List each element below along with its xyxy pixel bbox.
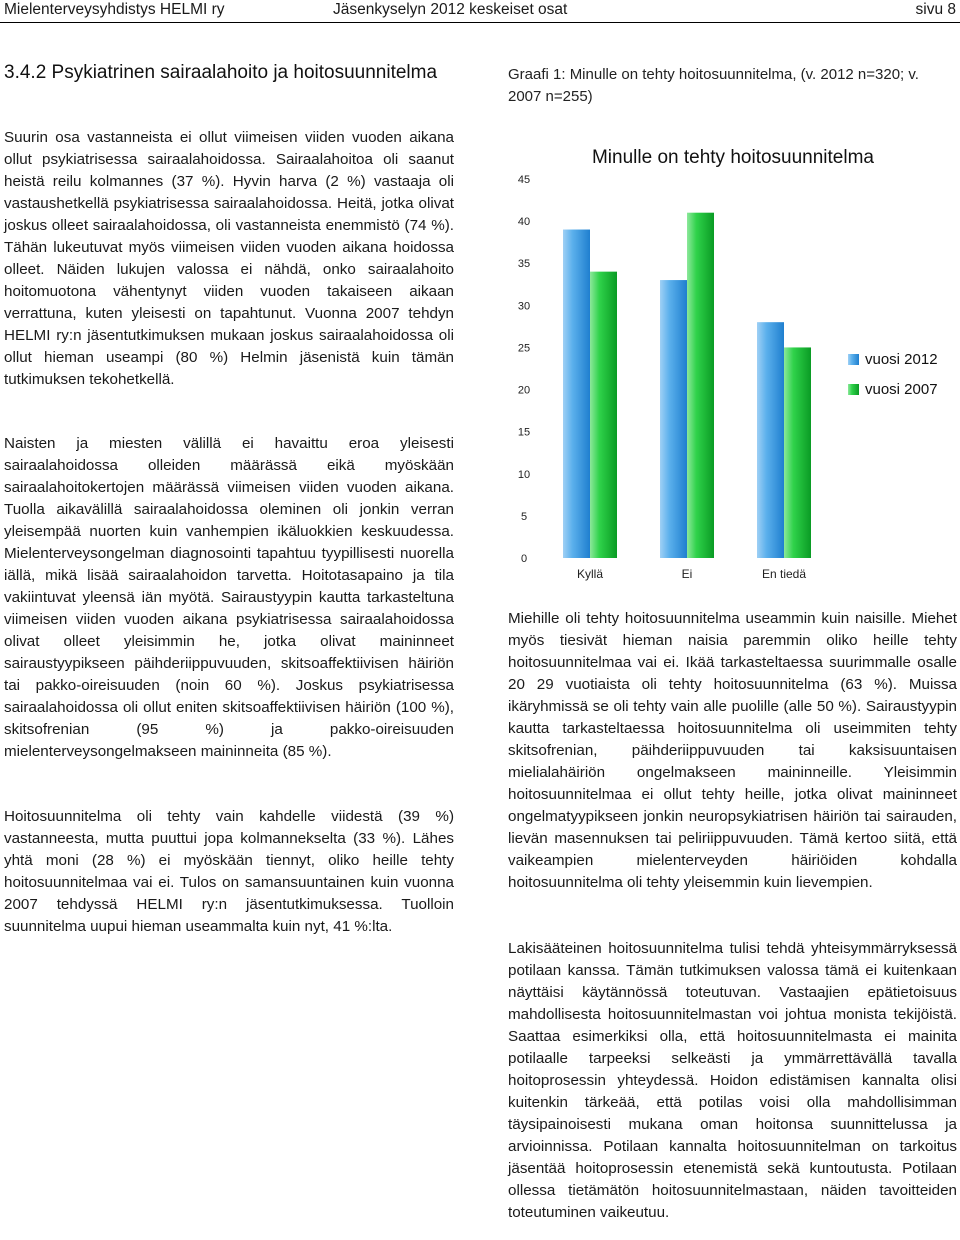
bars: [563, 213, 811, 558]
y-tick-label: 5: [520, 510, 528, 523]
y-tick-label: 0: [520, 553, 528, 565]
bar-en-tiedä-vuosi-2012: [757, 322, 784, 558]
y-tick-label: 15: [517, 426, 531, 439]
x-tick-label: Kyllä: [576, 567, 604, 581]
legend: [848, 351, 938, 398]
chart-title: Minulle on tehty hoitosuunnitelma: [591, 147, 875, 168]
legend-swatch: [848, 384, 859, 395]
bar-chart: [503, 128, 958, 598]
bar-kyllä-vuosi-2012: [563, 230, 590, 558]
left-paragraph-1: [4, 127, 454, 391]
legend-swatch: [848, 354, 859, 365]
section-title: 3.4.2 Psykiatrinen sairaalahoito ja hoitosuunnitelma: [4, 62, 438, 83]
left-paragraph-2: [4, 433, 454, 763]
x-tick-label: En tiedä: [761, 567, 807, 581]
y-tick-label: 25: [517, 342, 531, 355]
header-document-title: Jäsenkyselyn 2012 keskeiset osat: [333, 1, 568, 18]
figure-caption: Graafi 1: Minulle on tehty hoitosuunnitelma, (v. 2012 n=320; v. 2007 n=255): [508, 66, 919, 105]
header-page-number: sivu 8: [915, 1, 956, 18]
y-tick-label: 20: [517, 384, 531, 397]
x-axis: [577, 567, 806, 581]
bar-en-tiedä-vuosi-2007: [784, 347, 811, 558]
legend-label: vuosi 2012: [865, 351, 938, 368]
bar-ei-vuosi-2012: [660, 280, 687, 558]
header-rule: [0, 22, 960, 23]
paragraph-text: Suurin osa vastanneista ei ollut viimeisen viiden vuoden aikana ollut psykiatrisessa sairaalahoidossa. Sairaalahoitoa oli saanut heistä reilu kolmannes (37 %). Hyvin harva (2 %) vastaaja oli vastaushetkellä psykiatrisessa sairaalahoidossa. Heitä, jotka olivat joskus olleet sairaalahoidossa, oli vastanneista enemmistö (74 %). Tähän lukeutuvat myös viimeisen viiden vuoden aikana hoidossa olleet. Näiden lukujen valossa ei nähdä, onko sairaalahoito hoitomuotona vähentynyt viiden vuoden takaiseen aikaan verrattuna, kuten yleisesti on tapahtunut. Vuonna 2007 tehdyn HELMI ry:n jäsentutkimuksen mukaan joskus sairaalahoidossa oli ollut hieman useampi (80 %) Helmin jäsenistä kuin tämän tutkimuksen tekohetkellä.: [4, 129, 454, 388]
paragraph-text: Lakisääteinen hoitosuunnitelma tulisi tehdä yhteisymmärryksessä potilaan kanssa. Tämän tutkimuksen valossa tämä ei kuitenkaan näyttäisi käytännössä toteutuvan. Vastaajien epätietoisuus mahdollisesta hoitosuunnitelmastan voi johtua monista tekijöistä. Saattaa esimerkiksi olla, että hoitosuunnitelmasta ei mainita potilaalle tarpeeksi selkeästi ja ymmärrettävällä tavalla hoitoprosessin yhteydessä. Hoidon edistämisen kannalta olisi kuitenkin tärkeää, että potilas voisi olla mahdollisimman täysipainoisesti mukana oman hoitonsa suunnittelussa ja arvioinnissa. Potilaan kannalta hoitosuunnitelman on tarkoitus jäsentää hoitoprosessin etenemistä sekä kuntoutusta. Potilaan ollessa tietämätön hoitosuunnitelmastaan, näiden tavoitteiden toteutuminen vaikeutuu.: [508, 940, 957, 1221]
paragraph-text: Hoitosuunnitelma oli tehty vain kahdelle viidestä (39 %) vastanneesta, mutta puuttui jopa kolmannekselta (33 %). Lähes yhtä moni (28 %) ei myöskään tiennyt, oliko heille tehty hoitosuunnitelmaa vai ei. Tulos on samansuuntainen kuin vuonna 2007 tehdyssä HELMI ry:n jäsentutkimuksessa. Tuolloin suunnitelma uupui hieman useammalta kuin nyt, 41 %:lta.: [4, 808, 454, 935]
y-tick-label: 45: [517, 174, 531, 186]
header-organization: Mielenterveysyhdistys HELMI ry: [4, 1, 225, 18]
bar-ei-vuosi-2007: [687, 213, 714, 558]
paragraph-text: Naisten ja miesten välillä ei havaittu eroa yleisesti sairaalahoidossa olleiden määrässä eikä myöskään sairaalahoitokertojen määrässä viimeisen viiden vuoden aikana. Tuolla aikavälillä sairaalahoidossa oleminen oli jonkin verran yleisempää nuorten kuin vanhempien ikäluokkien keskuudessa. Mielenterveysongelman diagnosointi tapahtuu tyypillisesti nuorella iällä, mikä lisää sairaalahoidon tarvetta. Hoitotasapaino ja tila vakiintuvat yleensä iän myötä. Sairaustyypin kautta tarkasteltuna viimeisen viiden vuoden aikana psykiatrisessa sairaalahoidossa olivat olleet yleisimmin he, jotka olivat maininneet sairaustyypikseen päihderiippuvuuden, skitsoaffektiivisen häiriön tai pakko-oireisuuden (noin 60 %). Joskus psykiatrisessa sairaalahoidossa oli ollut eniten skitsoaffektiivisen häiriön (100 %), skitsofrenian (95 %) ja pakko-oireisuuden mielenterveysongelmakseen maininneita (85 %).: [4, 435, 454, 760]
y-tick-label: 30: [517, 300, 531, 313]
y-tick-label: 10: [517, 468, 531, 481]
x-tick-label: Ei: [681, 567, 693, 581]
page-header: [0, 0, 960, 22]
y-tick-label: 40: [517, 216, 531, 229]
left-paragraph-3: [4, 806, 454, 938]
y-axis: [518, 174, 530, 565]
bar-kyllä-vuosi-2007: [590, 272, 617, 558]
right-paragraph-1: [508, 608, 957, 894]
legend-label: vuosi 2007: [865, 381, 938, 398]
paragraph-text: Miehille oli tehty hoitosuunnitelma useammin kuin naisille. Miehet myös tiesivät hieman naisia paremmin oliko heille tehty hoitosuunnitelmaa vai ei. Ikää tarkasteltaessa suurimmalle osalle 20 29 vuotiaista oli tehty hoitosuunnitelma (63 %). Muissa ikäryhmissä se oli tehty vain alle puolille (alle 50 %). Sairaustyypin kautta tarkasteltaessa hoitosuunnitelma oli useimmiten tehty skitsofrenian, päihderiippuvuuden tai kaksisuuntaisen mielialahäiriön ongelmakseen maininneille. Yleisimmin hoitosuunnitelmaa ei ollut tehty heille, jotka olivat maininneet ongelmatyypikseen jonkin neuropsykiatrisen häiriön tai sairauden, lievän masennuksen tai peliriippuvuuden. Tämä kertoo siitä, että vaikeampien mielenterveyden häiriöiden kohdalla hoitosuunnitelma oli tehty yleisemmin kuin lievempien.: [508, 610, 957, 891]
y-tick-label: 35: [517, 258, 531, 271]
right-paragraph-2: [508, 938, 957, 1224]
